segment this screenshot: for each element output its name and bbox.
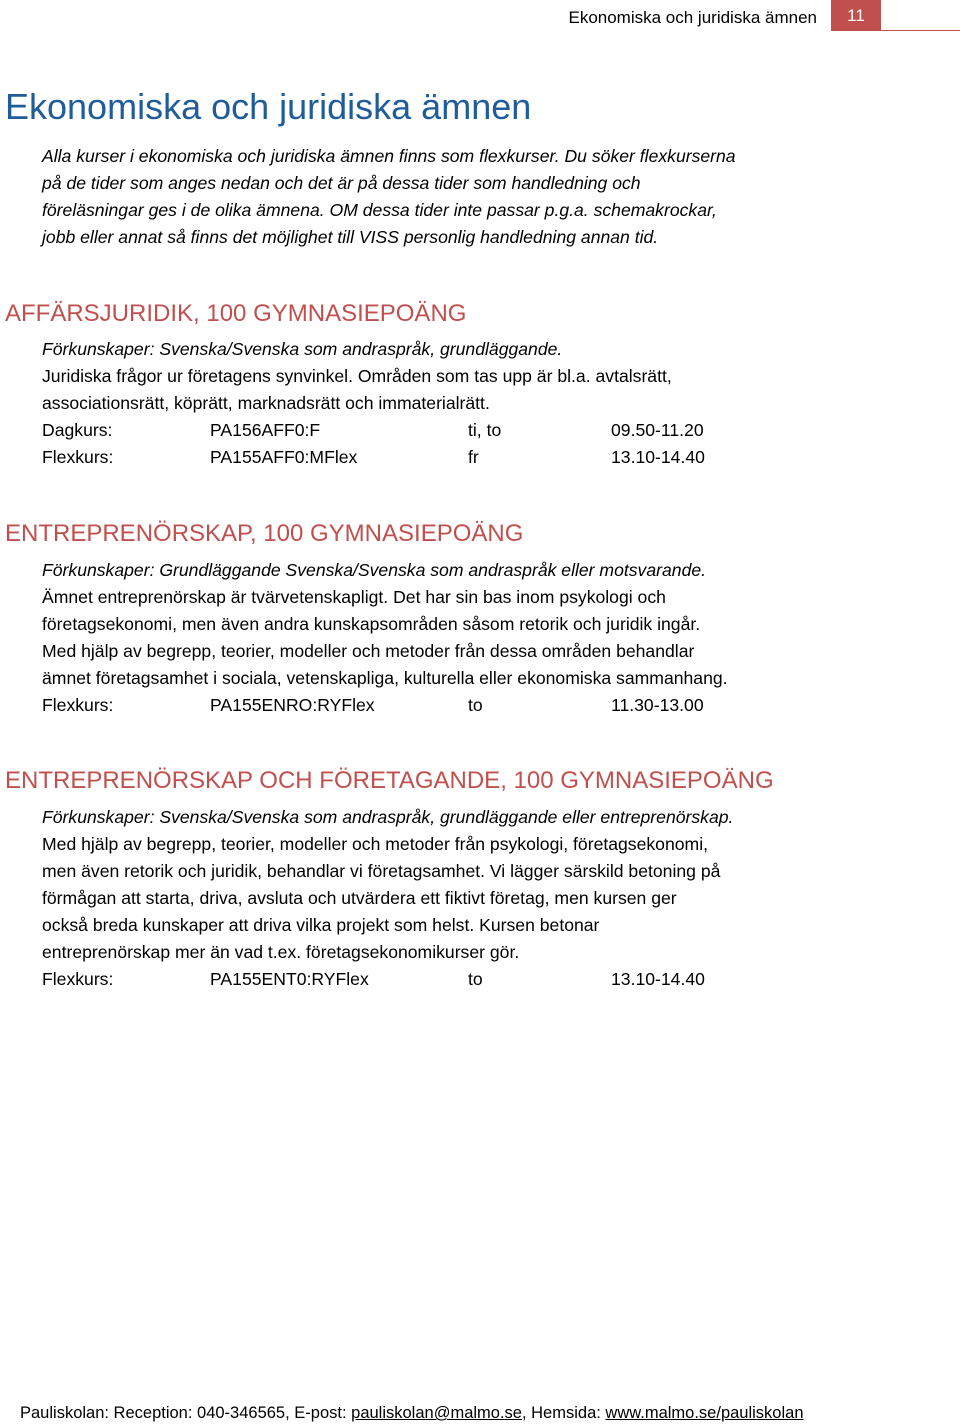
description-line: företagsekonomi, men även andra kunskapsområden såsom retorik och juridik ingår. — [42, 614, 701, 634]
course-time: 11.30-13.00 — [611, 695, 704, 715]
section-heading-entreprenorskap: ENTREPRENÖRSKAP, 100 GYMNASIEPOÄNG — [5, 520, 524, 547]
intro-line: föreläsningar ges i de olika ämnena. OM dessa tider inte passar p.g.a. schemakrockar, — [42, 200, 717, 220]
header-rule — [831, 30, 960, 31]
prerequisites: Förkunskaper: Grundläggande Svenska/Svenska som andraspråk eller motsvarande. — [42, 560, 707, 580]
course-code: PA156AFF0:F — [210, 420, 321, 440]
page-title: Ekonomiska och juridiska ämnen — [5, 86, 532, 127]
footer-contact — [20, 1402, 804, 1424]
intro-paragraph — [42, 143, 842, 251]
description-line: Juridiska frågor ur företagens synvinkel. Områden som tas upp är bl.a. avtalsrätt, — [42, 366, 672, 386]
prerequisites: Förkunskaper: Svenska/Svenska som andraspråk, grundläggande. — [42, 339, 563, 359]
course-type: Flexkurs: — [42, 969, 114, 989]
course-time: 13.10-14.40 — [611, 969, 705, 989]
description-line: Med hjälp av begrepp, teorier, modeller och metoder från dessa områden behandlar — [42, 641, 695, 661]
course-code: PA155AFF0:MFlex — [210, 447, 358, 467]
course-row — [42, 444, 842, 471]
course-type: Flexkurs: — [42, 695, 114, 715]
footer-middle: , Hemsida: — [521, 1404, 606, 1422]
section-body-entreprenorskap — [42, 557, 842, 719]
footer-prefix: Pauliskolan: Reception: 040-346565, E-post: — [20, 1404, 352, 1422]
course-type: Flexkurs: — [42, 447, 114, 467]
course-days: ti, to — [468, 420, 502, 440]
course-time: 09.50-11.20 — [611, 420, 704, 440]
course-code: PA155ENRO:RYFlex — [210, 695, 375, 715]
course-row — [42, 692, 842, 719]
intro-line: jobb eller annat så finns det möjlighet till VISS personlig handledning annan tid. — [42, 227, 659, 247]
course-row — [42, 417, 842, 444]
course-type: Dagkurs: — [42, 420, 113, 440]
section-heading-entreprenorskap-foretagande: ENTREPRENÖRSKAP OCH FÖRETAGANDE, 100 GYMNASIEPOÄNG — [5, 767, 774, 794]
course-row — [42, 966, 842, 993]
running-header-title: Ekonomiska och juridiska ämnen — [568, 8, 817, 27]
course-code: PA155ENT0:RYFlex — [210, 969, 369, 989]
section-body-entreprenorskap-foretagande — [42, 804, 842, 993]
website-link[interactable]: www.malmo.se/pauliskolan — [605, 1404, 804, 1422]
prerequisites: Förkunskaper: Svenska/Svenska som andraspråk, grundläggande eller entreprenörskap. — [42, 807, 734, 827]
course-time: 13.10-14.40 — [611, 447, 705, 467]
description-line: också breda kunskaper att driva vilka projekt som helst. Kursen betonar — [42, 915, 600, 935]
description-line: entreprenörskap mer än vad t.ex. företagsekonomikurser gör. — [42, 942, 520, 962]
page-number: 11 — [831, 0, 881, 30]
course-days: fr — [468, 447, 479, 467]
description-line: Med hjälp av begrepp, teorier, modeller och metoder från psykologi, företagsekonomi, — [42, 834, 708, 854]
course-days: to — [468, 695, 483, 715]
section-heading-affarsjuridik: AFFÄRSJURIDIK, 100 GYMNASIEPOÄNG — [5, 300, 467, 327]
section-body-affarsjuridik — [42, 336, 842, 471]
description-line: förmågan att starta, driva, avsluta och utvärdera ett fiktivt företag, men kursen ger — [42, 888, 677, 908]
course-days: to — [468, 969, 483, 989]
description-line: Ämnet entreprenörskap är tvärvetenskapligt. Det har sin bas inom psykologi och — [42, 587, 666, 607]
description-line: associationsrätt, köprätt, marknadsrätt och immaterialrätt. — [42, 393, 490, 413]
description-line: men även retorik och juridik, behandlar vi företagsamhet. Vi lägger särskild betoning på — [42, 861, 721, 881]
description-line: ämnet företagsamhet i sociala, vetenskapliga, kulturella eller ekonomiska sammanhang. — [42, 668, 728, 688]
email-link[interactable]: pauliskolan@malmo.se — [351, 1404, 522, 1422]
intro-line: Alla kurser i ekonomiska och juridiska ämnen finns som flexkurser. Du söker flexkurserna — [42, 146, 736, 166]
intro-line: på de tider som anges nedan och det är på dessa tider som handledning och — [42, 173, 641, 193]
